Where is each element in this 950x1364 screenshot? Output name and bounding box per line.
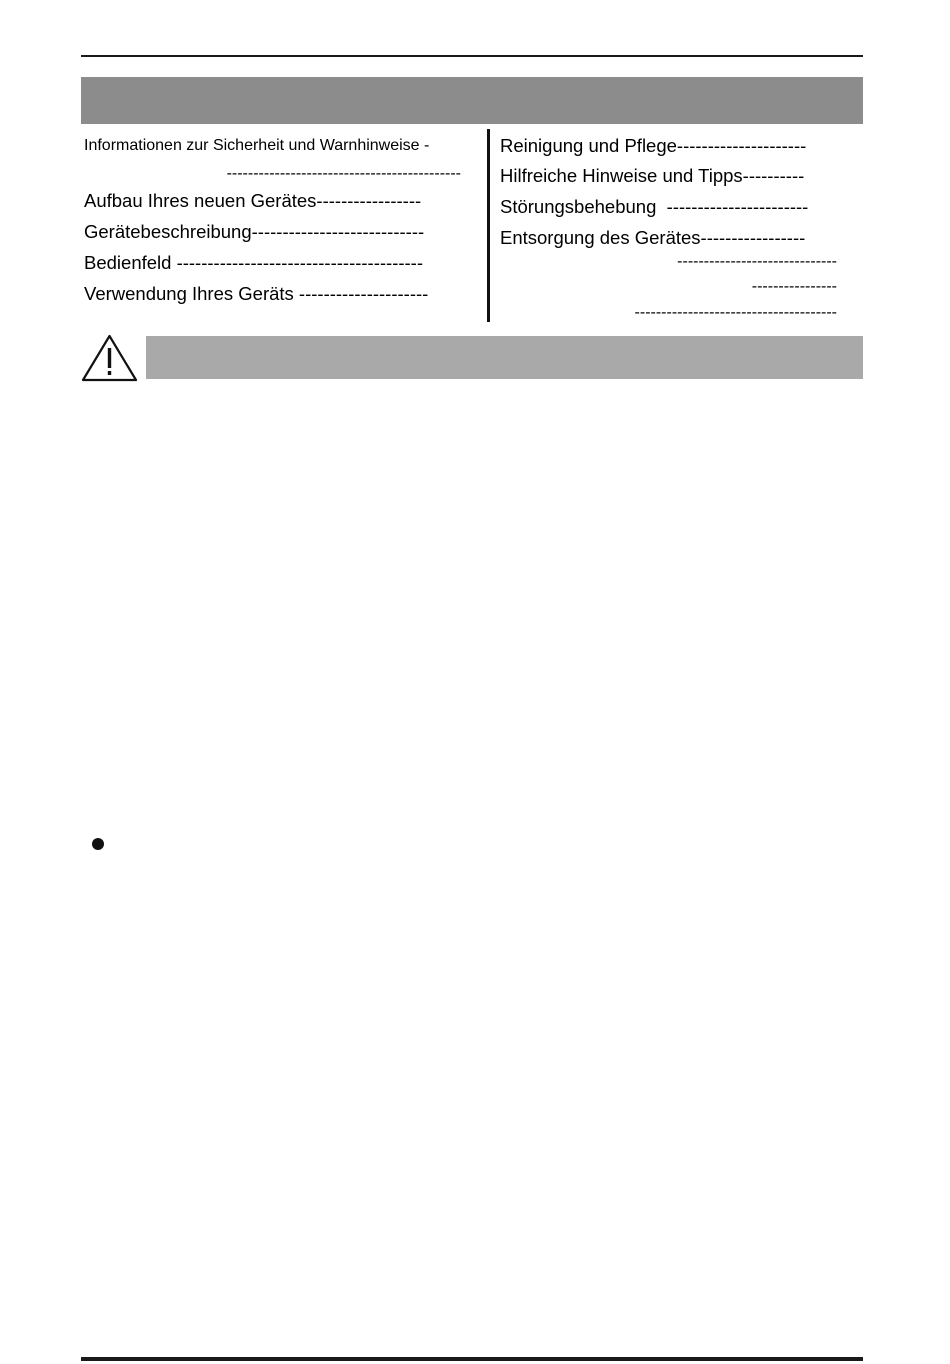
- toc-leader-2: ----------------: [751, 278, 837, 295]
- toc-leader-safety: --------------------------------------------: [226, 165, 461, 182]
- toc-entry-control-panel: Bedienfeld ----------------------------------------: [84, 252, 423, 273]
- warning-header-band: [146, 336, 863, 379]
- toc-header-band: [81, 77, 863, 124]
- toc-column-divider: [487, 129, 490, 322]
- bottom-rule: [81, 1357, 863, 1361]
- toc-entry-cleaning: Reinigung und Pflege---------------------: [500, 135, 807, 156]
- top-rule: [81, 55, 863, 57]
- toc-entry-tips: Hilfreiche Hinweise und Tipps----------: [500, 165, 805, 186]
- warning-triangle-icon: [80, 333, 139, 383]
- toc-entry-setup: Aufbau Ihres neuen Gerätes-----------------: [84, 190, 422, 211]
- toc-entry-troubleshooting: Störungsbehebung -----------------------: [500, 196, 809, 217]
- toc-entry-safety: Informationen zur Sicherheit und Warnhinweise -: [84, 137, 430, 154]
- toc-entry-usage: Verwendung Ihres Geräts ---------------------: [84, 283, 429, 304]
- toc-entry-description: Gerätebeschreibung----------------------------: [84, 221, 425, 242]
- toc-leader-1: ------------------------------: [677, 253, 837, 270]
- bullet-dot-icon: [92, 838, 104, 850]
- toc-leader-3: --------------------------------------: [634, 304, 837, 321]
- toc-entry-disposal: Entsorgung des Gerätes-----------------: [500, 227, 806, 248]
